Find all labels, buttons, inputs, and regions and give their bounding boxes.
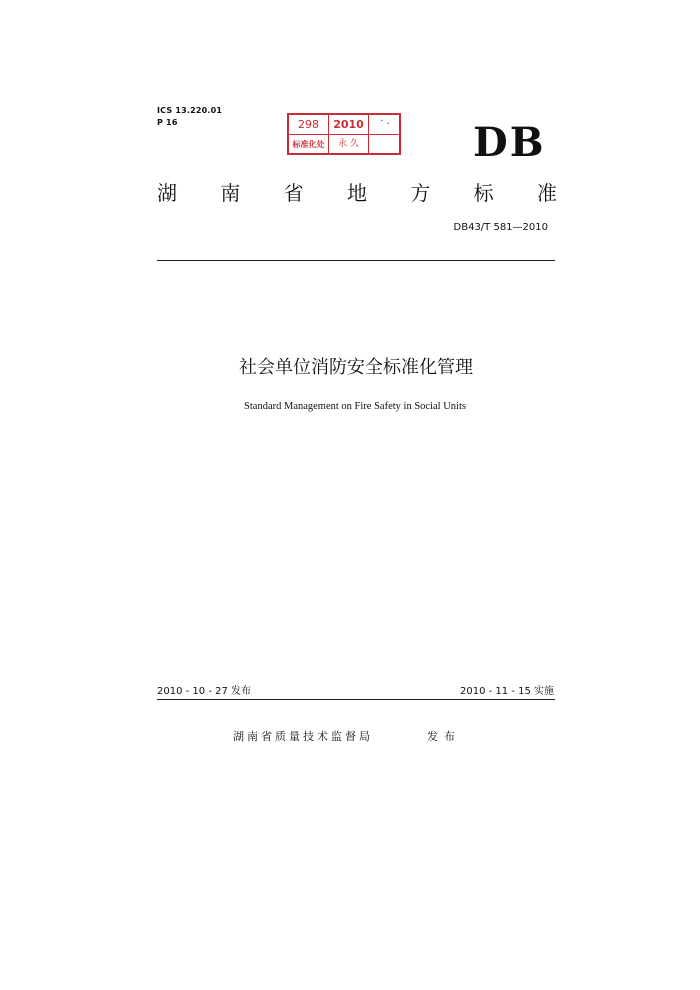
title-english: Standard Management on Fire Safety in Social Units [244, 401, 466, 412]
ics-code: ICS 13.220.01 [157, 106, 223, 115]
standard-type-char: 准 [536, 181, 557, 205]
bottom-divider [157, 699, 555, 700]
db-logo: DB [473, 119, 546, 166]
stamp-label: 标准化处 [289, 135, 329, 155]
stamp-term: 永 久 [329, 135, 369, 155]
standard-type-char: 标 [473, 181, 494, 205]
standard-type-char: 省 [283, 181, 304, 205]
title-chinese: 社会单位消防安全标准化管理 [239, 357, 473, 378]
standard-type-char: 地 [346, 181, 367, 205]
standard-type-char: 南 [220, 181, 241, 205]
top-divider [157, 260, 555, 261]
standard-type-heading [157, 179, 557, 207]
publish-action: 发布 [427, 730, 461, 743]
registration-stamp [287, 113, 401, 155]
stamp-mark: · . [369, 115, 401, 135]
standard-type-char: 方 [410, 181, 431, 205]
stamp-number: 298 [289, 115, 329, 135]
issue-date: 2010 - 10 - 27 发布 [157, 686, 252, 697]
stamp-year: 2010 [329, 115, 369, 135]
ccs-code: P 16 [157, 118, 178, 127]
implementation-date: 2010 - 11 - 15 实施 [459, 686, 554, 697]
classification-codes [157, 105, 222, 129]
stamp-empty-cell [369, 135, 401, 155]
standard-type-char: 湖 [157, 181, 177, 205]
standard-number: DB43/T 581—2010 [453, 222, 548, 233]
publisher-name: 湖南省质量技术监督局 [233, 730, 373, 743]
